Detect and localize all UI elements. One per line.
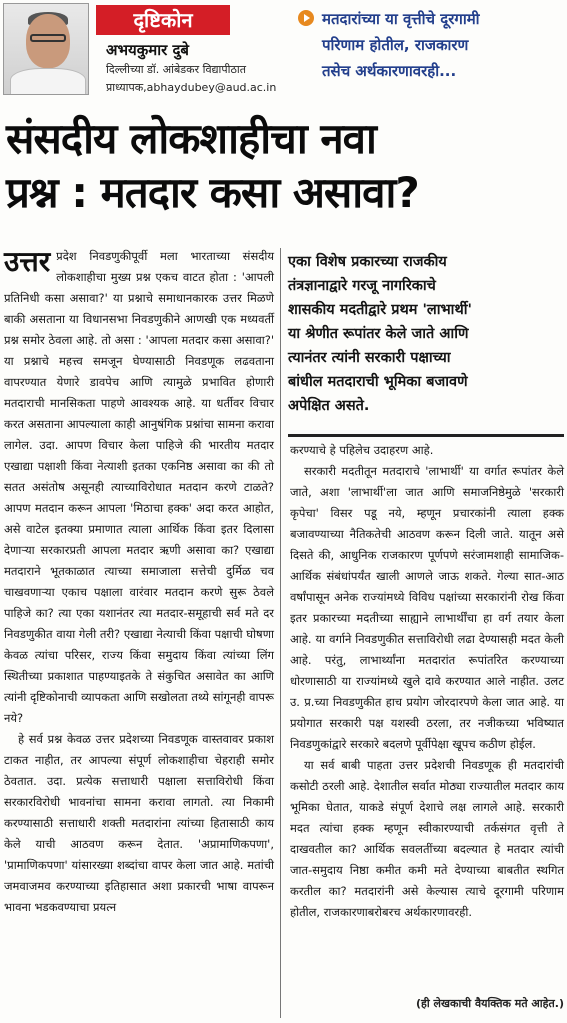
left-column xyxy=(4,246,274,918)
author-affiliation: दिल्लीच्या डॉ. आंबेडकर विद्यापीठात xyxy=(106,63,246,76)
paragraph: या सर्व बाबी पाहता उत्तर प्रदेशची निवडणूक ही मतदारांची कसोटी ठरली आहे. देशातील सर्वात मोठ्या राज्यातील मतदार काय भूमिका घेतात, याकडे संपूर्ण देशाचे लक्ष लागले आहे. सरकारी मदत त्यांचा हक्क म्हणून स्वीकारण्याची तर्कसंगत वृत्ती ते दाखवतील का? आर्थिक सवलतींच्या बदल्यात हे मतदार त्यांची जात-समुदाय निष्ठा कमीत कमी मते देण्याच्या बाबतीत स्थगित करतील का? मतदारांनी असे केल्यास त्याचे दूरगामी परिणाम होतील, राजकारणाबरोबरच अर्थकारणावरही. xyxy=(290,758,564,919)
paragraph: सरकारी मदतीतून मतदाराचे 'लाभार्थी' या वर्गात रूपांतर केले जाते, अशा 'लाभार्थी'ला जात आणि समाजनिष्ठेमुळे 'सरकारी कृपेचा' विसर पडू नये, म्हणून प्रचारकांनी त्याला हक्क बजावण्याच्या नैतिकतेची आठवण करून दिली जाते. यातून असे दिसते की, आधुनिक राजकारण पूर्णपणे सरंजामशाही सामाजिक-आर्थिक संबंधांपर्यंत खाली आणले जाऊ शकते. गेल्या सात-आठ वर्षांपासून अनेक राज्यांमध्ये विविध पक्षांच्या सरकारांनी रोख किंवा इतर प्रकारच्या मदतीच्या साह्याने लाभार्थींचा हा वर्ग तयार केला आहे. या वर्गाने निवडणुकीत सत्ताविरोधी लढा देण्यासही मदत केली आहे. परंतु, लाभार्थ्यांना मतदारांत रूपांतरित करण्याच्या धोरणासाठी या राज्यांमध्ये खुले दावे करण्यात आले नाहीत. उलट उ. प्र.च्या निवडणुकीत हाच प्रयोग जोरदारपणे केला जात आहे. या प्रयोगात सरकारी पक्ष यशस्वी ठरला, तर नजीकच्या भविष्यात निवडणुकांद्वारे सरकारे बदलणे पूर्वीपेक्षा खूपच कठीण होईल. xyxy=(290,464,564,751)
pull-quote-rule xyxy=(288,434,564,437)
author-email: प्राध्यापक,abhaydubey@aud.ac.in xyxy=(106,81,277,94)
column-divider xyxy=(280,248,281,1018)
disclaimer: (ही लेखकाची वैयक्तिक मते आहेत.) xyxy=(416,997,564,1010)
column-brand: दृष्टिकोन xyxy=(96,5,230,35)
author-name: अभयकुमार दुबे xyxy=(106,41,189,59)
author-photo-shirt xyxy=(10,68,86,95)
author-photo-glasses xyxy=(30,34,66,42)
paragraph: प्रदेश निवडणुकीपूर्वी मला भारताच्या संसदीय लोकशाहीचा मुख्य प्रश्न एकच वाटत होता : 'आपली प्रतिनिधी कसा असावा?' या प्रश्नाचे समाधानकारक उत्तर मिळणे बाकी असताना या विधानसभा निवडणुकीने आणखी एक मध्यवर्ती प्रश्न समोर ठेवला आहे. तो असा : 'आपला मतदार कसा असावा?' या प्रश्नाचे महत्त्व समजून घेण्यासाठी निवडणूक लढवताना वापरण्यात येणारे डावपेच आणि त्यामुळे प्रभावित होणारी मतदाराची मानसिकता पाहणे आवश्यक आहे. या धर्तीवर विचार करत असताना आपल्याला काही आनुषंगिक प्रश्नांचा सामना करावा लागेल. उदा. आपण विचार केला पाहिजे की भारतीय मतदार एखाद्या पक्षाशी किंवा नेत्याशी इतका एकनिष्ठ असावा का की तो सतत असंतोष असूनही त्याच्याविरोधात मतदान करणे टाळते? आपण मतदान करून आपला 'मिठाचा हक्क' अदा करत आहोत, असे वाटेल इतक्या प्रमाणात त्याला आर्थिक किंवा इतर दिलासा देणाऱ्या सरकारप्रती आपला मतदार ऋणी असावा का? एखाद्या मतदाराने भूतकाळात त्याच्या समाजाला सत्तेची दुर्मिळ चव चाखवणाऱ्या एकाच पक्षाला वारंवार मतदान करणे सुरू ठेवले पाहिजे का? त्या एका यशानंतर त्या मतदार-समूहाची सर्व मते दर निवडणुकीत वाया गेली तरी? एखाद्या नेत्याची किंवा पक्षाची घोषणा केवळ त्यांचा परिसर, राज्य किंवा समुदाय किंवा त्यांच्या लिंग स्थितीच्या प्रकाशात पाहण्याइतके ते संकुचित असावेत का आणि त्यांनी दृष्टिकोनाची व्यापकता आणि सखोलता तथ्ये सांगूनही वापरू नये? xyxy=(4,249,274,725)
article-header xyxy=(0,0,567,108)
paragraph: करण्याचे हे पहिलेच उदाहरण आहे. xyxy=(290,443,434,457)
headline: संसदीय लोकशाहीचा नवा प्रश्न : मतदार कसा असावा? xyxy=(6,114,419,217)
author-photo xyxy=(3,3,89,95)
right-column xyxy=(290,440,564,923)
teaser-box xyxy=(298,6,564,84)
pull-quote: एका विशेष प्रकारच्या राजकीय तंत्रज्ञानाद्वारे गरजू नागरिकाचे शासकीय मदतीद्वारे प्रथम 'लाभार्थी' या श्रेणीत रूपांतर केले जाते आणि त्यानंतर त्यांनी सरकारी पक्षाच्या बांधील मतदाराची भूमिका बजावणे अपेक्षित असते. xyxy=(288,254,472,414)
paragraph: हे सर्व प्रश्न केवळ उत्तर प्रदेशच्या निवडणूक वास्तवावर प्रकाश टाकत नाहीत, तर आपल्या संपूर्ण लोकशाहीचा चेहराही समोर ठेवतात. उदा. प्रत्येक सत्ताधारी पक्षाला सत्ताविरोधी किंवा सरकारविरोधी भावनांचा सामना करावा लागतो. त्या निकामी करण्यासाठी सत्ताधारी शक्ती मतदारांना त्यांच्या हितासाठी काय केले याची आठवण करून देतात. 'अप्रामाणिकपणा', 'प्रामाणिकपणा' यांसारख्या शब्दांचा वापर केला जात आहे. मतांची जमवाजमव करण्याच्या इतिहासात अशा प्रकारची भाषा वापरून भावना भडकवण्याचा प्रयत्न xyxy=(4,732,274,914)
drop-cap: उत्तर xyxy=(4,245,51,278)
play-bullet-icon xyxy=(298,10,314,26)
teaser-text: मतदारांच्या या वृत्तीचे दूरगामी परिणाम होतील, राजकारण तसेच अर्थकारणावरही... xyxy=(322,10,480,80)
